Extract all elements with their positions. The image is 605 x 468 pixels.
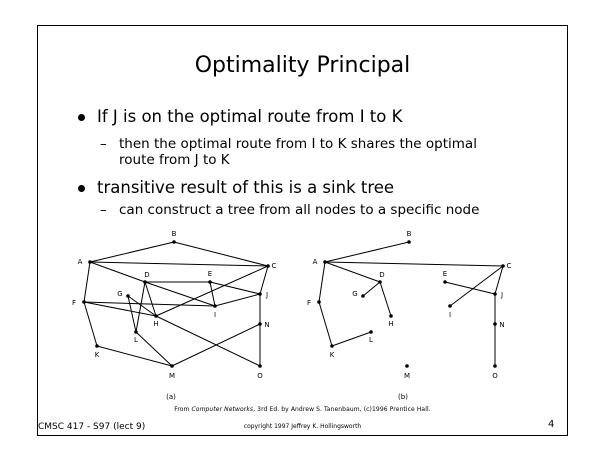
graph-a-edge-f-k bbox=[84, 302, 97, 346]
graph-b-node-g bbox=[361, 294, 365, 298]
page-number: 4 bbox=[548, 419, 555, 430]
graph-b-label-o: O bbox=[492, 372, 498, 380]
graph-b-node-h bbox=[389, 314, 393, 318]
graph-b-node-l bbox=[369, 330, 373, 334]
source-prefix: From bbox=[174, 406, 192, 413]
graph-b-label-m: M bbox=[403, 372, 411, 380]
graph-a-label-n: N bbox=[264, 321, 270, 329]
graph-b-node-b bbox=[407, 240, 411, 244]
graph-a-node-o bbox=[258, 364, 262, 368]
caption-a: (a) bbox=[166, 393, 176, 401]
graph-b-label-f: F bbox=[306, 299, 312, 307]
graph-b-label-b: B bbox=[406, 230, 412, 238]
sub-point-1-line-1: then the optimal route from I to K shares the optimal bbox=[119, 136, 477, 152]
graph-a-edge-e-i bbox=[210, 282, 215, 306]
graph-b-node-o bbox=[493, 364, 497, 368]
graph-b-label-k: K bbox=[329, 351, 335, 359]
graph-a-edge-a-b bbox=[90, 242, 174, 262]
graph-b-label-a: A bbox=[312, 258, 318, 266]
graph-b-node-f bbox=[317, 300, 321, 304]
graph-b-edge-a-c bbox=[325, 262, 503, 266]
sub-point-1-line-2: route from J to K bbox=[119, 152, 230, 168]
graph-b-label-e: E bbox=[442, 270, 448, 278]
graph-a-edge-i-j bbox=[215, 294, 260, 306]
graph-a-label-j: J bbox=[265, 291, 269, 299]
graph-a-edge-b-c bbox=[174, 242, 268, 266]
graph-a-label-b: B bbox=[171, 230, 177, 238]
graph-a bbox=[72, 230, 277, 380]
graph-a-edge-a-f bbox=[84, 262, 90, 302]
graph-a-node-i bbox=[213, 304, 217, 308]
graph-a-node-m bbox=[170, 364, 174, 368]
graph-a-label-a: A bbox=[77, 258, 83, 266]
graph-a-label-o: O bbox=[257, 372, 263, 380]
graph-b-edge-c-j bbox=[495, 266, 503, 294]
graph-b-label-n: N bbox=[499, 321, 505, 329]
graph-b-edge-l-k bbox=[332, 332, 371, 346]
sub-dash-2: – bbox=[100, 202, 107, 218]
graph-a-edge-d-h bbox=[145, 282, 156, 316]
graph-b-edge-f-k bbox=[319, 302, 332, 346]
graph-b-node-m bbox=[405, 364, 409, 368]
graph-b-label-g: G bbox=[352, 290, 358, 298]
graph-a-label-h: H bbox=[153, 320, 159, 328]
graph-a-node-c bbox=[266, 264, 270, 268]
graph-a-label-f: F bbox=[71, 299, 77, 307]
graph-a-edge-h-o bbox=[156, 316, 260, 366]
graph-a-label-m: M bbox=[168, 372, 176, 380]
graph-a-node-g bbox=[126, 294, 130, 298]
graph-b-edge-d-h bbox=[380, 282, 391, 316]
graph-b-label-d: D bbox=[379, 271, 385, 279]
bullet-2: transitive result of this is a sink tree bbox=[97, 178, 395, 197]
source-rest: , 3rd Ed. by Andrew S. Tanenbaum, (c)1996 Prentice Hall. bbox=[253, 406, 431, 413]
graph-a-node-a bbox=[88, 260, 92, 264]
graph-a-edge-a-d bbox=[90, 262, 145, 282]
graph-a-node-e bbox=[208, 280, 212, 284]
graph-b-node-j bbox=[493, 292, 497, 296]
caption-b: (b) bbox=[398, 393, 408, 401]
graph-a-label-g: G bbox=[117, 290, 123, 298]
graph-b-node-e bbox=[443, 280, 447, 284]
graph-b-label-h: H bbox=[388, 320, 394, 328]
graph-a-label-i: I bbox=[213, 311, 217, 319]
graph-a-label-c: C bbox=[271, 262, 277, 270]
graph-a-node-b bbox=[172, 240, 176, 244]
graph-a-node-l bbox=[134, 330, 138, 334]
graph-b-node-c bbox=[501, 264, 505, 268]
graph-a-node-j bbox=[258, 292, 262, 296]
graph-b-edge-a-b bbox=[325, 242, 409, 262]
graph-b-node-n bbox=[493, 322, 497, 326]
footer-copyright: copyright 1997 Jeffrey K. Hollingsworth bbox=[243, 423, 362, 430]
source-credit bbox=[0, 406, 605, 414]
graph-a-label-l: L bbox=[134, 336, 138, 344]
graph-a-node-k bbox=[95, 344, 99, 348]
graph-b-edge-a-f bbox=[319, 262, 325, 302]
graph-b-label-l: L bbox=[369, 336, 373, 344]
graph-a-label-e: E bbox=[207, 270, 213, 278]
graph-b-sink-tree bbox=[307, 230, 512, 380]
graph-a-edge-c-j bbox=[260, 266, 268, 294]
footer-course: CMSC 417 - S97 (lect 9) bbox=[38, 422, 146, 432]
graph-b-label-i: I bbox=[448, 311, 452, 319]
graph-a-label-k: K bbox=[94, 351, 100, 359]
graph-b-edge-e-j bbox=[445, 282, 495, 294]
sub-dash-1: – bbox=[100, 136, 107, 152]
graph-b-node-i bbox=[448, 304, 452, 308]
graph-b-label-j: J bbox=[500, 291, 504, 299]
graph-a-node-h bbox=[154, 314, 158, 318]
graph-a-node-f bbox=[82, 300, 86, 304]
graph-a-node-d bbox=[143, 280, 147, 284]
sub-point-2-line-1: can construct a tree from all nodes to a specific node bbox=[119, 202, 480, 218]
graph-b-edge-a-d bbox=[325, 262, 380, 282]
graph-b-node-a bbox=[323, 260, 327, 264]
graph-a-label-d: D bbox=[144, 271, 150, 279]
graph-b-edge-g-d bbox=[363, 282, 380, 296]
graph-b-node-k bbox=[330, 344, 334, 348]
graph-b-label-c: C bbox=[506, 262, 512, 270]
bullet-1: If J is on the optimal route from I to K bbox=[97, 107, 403, 126]
graph-a-edge-a-c bbox=[90, 262, 268, 266]
source-title: Computer Networks bbox=[191, 406, 254, 413]
slide-title: Optimality Principal bbox=[194, 53, 411, 78]
graph-a-node-n bbox=[258, 322, 262, 326]
graph-b-node-d bbox=[378, 280, 382, 284]
